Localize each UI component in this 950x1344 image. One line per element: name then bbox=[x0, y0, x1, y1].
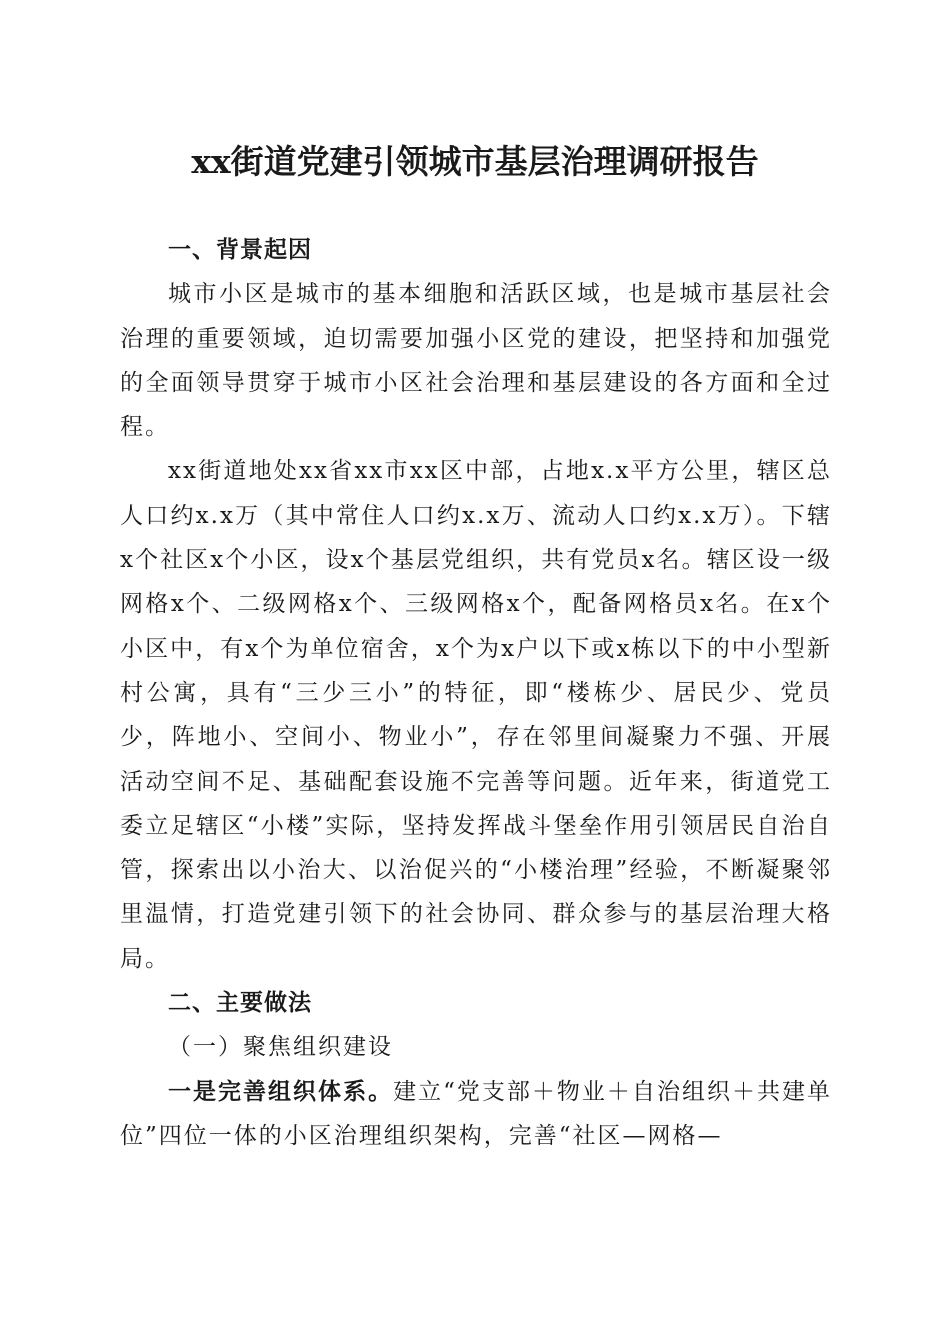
paragraph-lead-text: 一是完善组织体系。 bbox=[168, 1077, 394, 1105]
paragraph-organization-system bbox=[120, 1070, 832, 1159]
paragraph-body-text: 建立“党支部＋物业＋自治组织＋共建单位”四位一体的小区治理组织架构，完善“社区—网格— bbox=[120, 1078, 833, 1149]
paragraph-intro: 城市小区是城市的基本细胞和活跃区域，也是城市基层社会治理的重要领域，迫切需要加强小区党的建设，把坚持和加强党的全面领导贯穿于城市小区社会治理和基层建设的各方面和全过程。 bbox=[120, 281, 832, 441]
paragraph-street-overview: xx街道地处xx省xx市xx区中部，占地x.x平方公里，辖区总人口约x.x万（其中常住人口约x.x万、流动人口约x.x万）。下辖x个社区x个小区，设x个基层党组织，共有党员x名。辖区设一级网格x个、二级网格x个、三级网格x个，配备网格员x名。在x个小区中，有x个为单位宿舍，x个为x户以下或x栋以下的中小型新村公寓，具有“三少三小”的特征，即“楼栋少、居民少、党员少，阵地小、空间小、物业小”，存在邻里间凝聚力不强、开展活动空间不足、基础配套设施不完善等问题。近年来，街道党工委立足辖区“小楼”实际，坚持发挥战斗堡垒作用引领居民自治自管，探索出以小治大、以治促兴的“小楼治理”经验，不断凝聚邻里温情，打造党建引领下的社会协同、群众参与的基层治理大格局。 bbox=[120, 458, 832, 972]
subsection-heading-organization: （一）聚焦组织建设 bbox=[168, 1034, 393, 1061]
document-title: xx街道党建引领城市基层治理调研报告 bbox=[191, 142, 759, 181]
document-body bbox=[120, 228, 832, 1158]
section-heading-background: 一、背景起因 bbox=[168, 237, 312, 263]
section-heading-main-practices: 二、主要做法 bbox=[168, 990, 312, 1017]
